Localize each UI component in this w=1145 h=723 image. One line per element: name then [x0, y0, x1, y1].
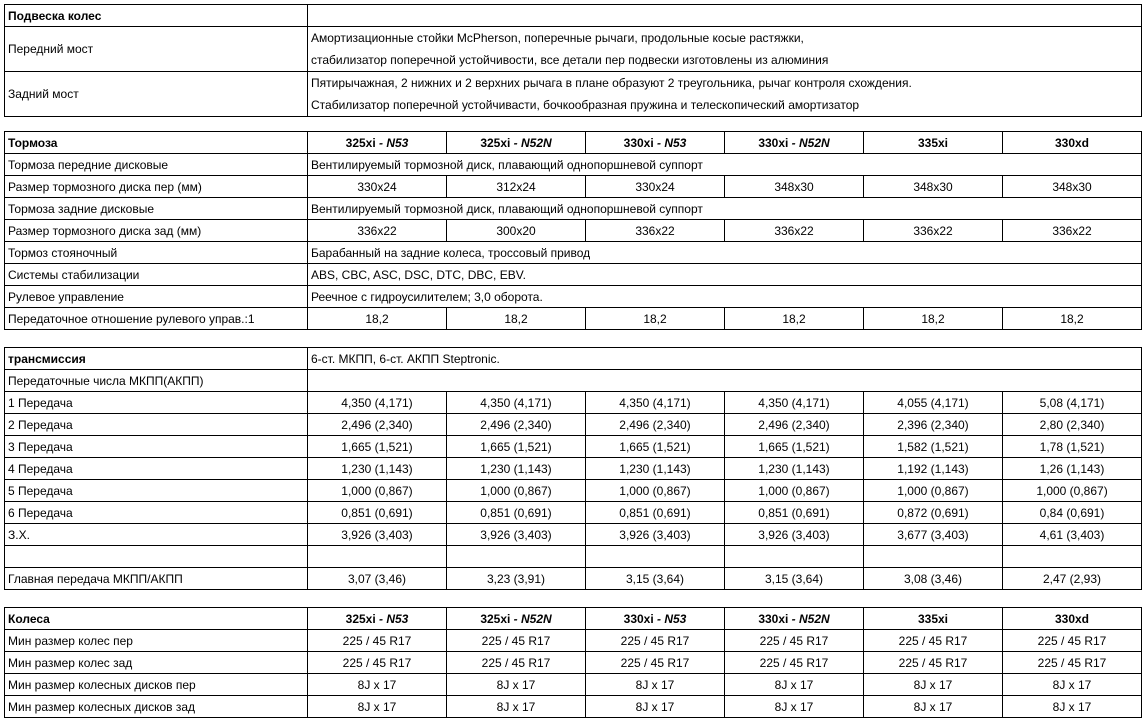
model-name: 335xi	[917, 611, 949, 626]
row-description: Реечное с гидроусилителем; 3,0 оборота.	[308, 286, 1142, 308]
value-cell: 348x30	[1003, 176, 1142, 198]
row-label: Размер тормозного диска пер (мм)	[5, 176, 308, 198]
model-name: 325xi	[345, 135, 376, 150]
transmission-header-row	[5, 348, 1142, 370]
row-label: Главная передача МКПП/АКПП	[5, 568, 308, 590]
table-row	[5, 220, 1142, 242]
model-name: 325xi	[480, 611, 511, 626]
value-cell: 225 / 45 R17	[308, 630, 447, 652]
row-label: Мин размер колес зад	[5, 652, 308, 674]
section-title: Тормоза	[5, 132, 308, 154]
value-cell: 2,496 (2,340)	[308, 414, 447, 436]
value-cell: 348x30	[864, 176, 1003, 198]
value-cell: 3,926 (3,403)	[725, 524, 864, 546]
row-label: 1 Передача	[5, 392, 308, 414]
value-cell: 4,350 (4,171)	[308, 392, 447, 414]
value-cell: 225 / 45 R17	[725, 652, 864, 674]
row-label: 5 Передача	[5, 480, 308, 502]
wheels-header-row	[5, 608, 1142, 630]
table-row	[5, 286, 1142, 308]
value-cell: 225 / 45 R17	[586, 652, 725, 674]
blank-cell	[5, 546, 308, 568]
row-description: Вентилируемый тормозной диск, плавающий однопоршневой суппорт	[308, 198, 1142, 220]
value-cell: 4,61 (3,403)	[1003, 524, 1142, 546]
value-cell: 1,665 (1,521)	[447, 436, 586, 458]
row-label: 3 Передача	[5, 436, 308, 458]
value-cell: 1,230 (1,143)	[308, 458, 447, 480]
value-cell: 2,396 (2,340)	[864, 414, 1003, 436]
value-cell: 2,496 (2,340)	[447, 414, 586, 436]
value-cell: 0,851 (0,691)	[725, 502, 864, 524]
table-row	[5, 568, 1142, 590]
value-cell: 3,23 (3,91)	[447, 568, 586, 590]
row-description: Вентилируемый тормозной диск, плавающий однопоршневой суппорт	[308, 154, 1142, 176]
value-cell: 1,000 (0,867)	[725, 480, 864, 502]
value-cell: 1,230 (1,143)	[725, 458, 864, 480]
value-cell: 0,851 (0,691)	[447, 502, 586, 524]
suspension-header-blank	[308, 5, 1142, 27]
table-row	[5, 524, 1142, 546]
value-cell: 8J x 17	[308, 696, 447, 718]
blank-cell	[308, 546, 447, 568]
value-cell: 3,08 (3,46)	[864, 568, 1003, 590]
row-label: Тормоза передние дисковые	[5, 154, 308, 176]
value-cell: 225 / 45 R17	[1003, 630, 1142, 652]
table-row	[5, 176, 1142, 198]
spacer-row	[5, 546, 1142, 568]
value-cell: 3,926 (3,403)	[308, 524, 447, 546]
table-row	[5, 72, 1142, 117]
row-label: Тормоз стояночный	[5, 242, 308, 264]
table-row	[5, 154, 1142, 176]
model-name: 335xi	[917, 135, 949, 150]
value-cell: 8J x 17	[308, 674, 447, 696]
model-header	[308, 132, 447, 154]
blank-cell	[308, 370, 1142, 392]
model-header	[447, 608, 586, 630]
table-row	[5, 674, 1142, 696]
value-cell: 0,851 (0,691)	[308, 502, 447, 524]
value-cell: 1,230 (1,143)	[447, 458, 586, 480]
section-title: Колеса	[5, 608, 308, 630]
transmission-table	[4, 347, 1142, 590]
value-cell: 0,872 (0,691)	[864, 502, 1003, 524]
description-line: Стабилизатор поперечной устойчивасти, бочкообразная пружина и телескопический амортизатор	[311, 98, 860, 112]
value-cell: 8J x 17	[725, 696, 864, 718]
value-cell: 8J x 17	[725, 674, 864, 696]
description-line: Пятирычажная, 2 нижних и 2 верхних рычага в плане образуют 2 треугольника, рычаг контроля схождения.	[311, 76, 912, 90]
model-header	[586, 132, 725, 154]
row-label: Мин размер колесных дисков зад	[5, 696, 308, 718]
wheels-table	[4, 607, 1142, 718]
engine-code: - N53	[375, 135, 409, 150]
model-header	[1003, 608, 1142, 630]
model-header	[586, 608, 725, 630]
model-header	[725, 132, 864, 154]
brakes-section	[4, 131, 1141, 330]
value-cell: 4,350 (4,171)	[725, 392, 864, 414]
engine-code: - N53	[653, 135, 687, 150]
table-row	[5, 308, 1142, 330]
row-label: 4 Передача	[5, 458, 308, 480]
value-cell: 3,15 (3,64)	[586, 568, 725, 590]
gear-ratios-subheader-row	[5, 370, 1142, 392]
value-cell: 1,665 (1,521)	[586, 436, 725, 458]
model-header	[864, 608, 1003, 630]
value-cell: 3,15 (3,64)	[725, 568, 864, 590]
wheels-section	[4, 607, 1141, 718]
value-cell: 18,2	[864, 308, 1003, 330]
value-cell: 1,582 (1,521)	[864, 436, 1003, 458]
value-cell: 4,350 (4,171)	[447, 392, 586, 414]
suspension-header-row	[5, 5, 1142, 27]
row-label: Задний мост	[5, 72, 308, 117]
gear-ratios-subheader: Передаточные числа МКПП(АКПП)	[5, 370, 308, 392]
value-cell: 1,230 (1,143)	[586, 458, 725, 480]
suspension-section	[4, 4, 1141, 117]
value-cell: 4,350 (4,171)	[586, 392, 725, 414]
value-cell: 3,677 (3,403)	[864, 524, 1003, 546]
table-row	[5, 480, 1142, 502]
table-row	[5, 630, 1142, 652]
value-cell: 8J x 17	[586, 696, 725, 718]
model-name: 325xi	[345, 611, 376, 626]
table-row	[5, 414, 1142, 436]
value-cell: 5,08 (4,171)	[1003, 392, 1142, 414]
value-cell: 18,2	[586, 308, 725, 330]
transmission-summary: 6-ст. МКПП, 6-ст. АКПП Steptronic.	[308, 348, 1142, 370]
model-name: 330xi	[758, 611, 789, 626]
row-label: Системы стабилизации	[5, 264, 308, 286]
model-name: 330xd	[1054, 611, 1090, 626]
value-cell: 18,2	[308, 308, 447, 330]
value-cell: 1,000 (0,867)	[864, 480, 1003, 502]
engine-code: - N52N	[510, 135, 552, 150]
value-cell: 1,665 (1,521)	[308, 436, 447, 458]
engine-code: - N53	[653, 611, 687, 626]
value-cell: 2,47 (2,93)	[1003, 568, 1142, 590]
value-cell: 8J x 17	[1003, 674, 1142, 696]
value-cell: 225 / 45 R17	[308, 652, 447, 674]
value-cell: 336x22	[725, 220, 864, 242]
value-cell: 1,26 (1,143)	[1003, 458, 1142, 480]
section-title: трансмиссия	[5, 348, 308, 370]
row-label: Мин размер колесных дисков пер	[5, 674, 308, 696]
model-name: 330xi	[623, 611, 654, 626]
description-line: стабилизатор поперечной устойчивости, все детали пер подвески изготовлены из алюминия	[311, 53, 829, 67]
row-label: Тормоза задние дисковые	[5, 198, 308, 220]
model-header	[725, 608, 864, 630]
value-cell: 225 / 45 R17	[1003, 652, 1142, 674]
table-row	[5, 652, 1142, 674]
value-cell: 336x22	[308, 220, 447, 242]
value-cell: 0,851 (0,691)	[586, 502, 725, 524]
value-cell: 300x20	[447, 220, 586, 242]
engine-code: - N53	[375, 611, 409, 626]
table-row	[5, 242, 1142, 264]
row-label: Размер тормозного диска зад (мм)	[5, 220, 308, 242]
value-cell: 3,07 (3,46)	[308, 568, 447, 590]
model-name: 330xd	[1054, 135, 1090, 150]
row-label: З.Х.	[5, 524, 308, 546]
model-header	[447, 132, 586, 154]
value-cell: 225 / 45 R17	[725, 630, 864, 652]
table-row	[5, 392, 1142, 414]
value-cell: 225 / 45 R17	[447, 652, 586, 674]
value-cell: 330x24	[586, 176, 725, 198]
engine-code: - N52N	[510, 611, 552, 626]
value-cell: 0,84 (0,691)	[1003, 502, 1142, 524]
engine-code: - N52N	[788, 135, 830, 150]
value-cell: 1,192 (1,143)	[864, 458, 1003, 480]
value-cell: 18,2	[725, 308, 864, 330]
row-description	[308, 27, 1142, 72]
value-cell: 1,000 (0,867)	[447, 480, 586, 502]
value-cell: 348x30	[725, 176, 864, 198]
value-cell: 1,000 (0,867)	[308, 480, 447, 502]
table-row	[5, 27, 1142, 72]
brakes-table	[4, 131, 1142, 330]
model-header	[1003, 132, 1142, 154]
table-row	[5, 458, 1142, 480]
value-cell: 225 / 45 R17	[864, 630, 1003, 652]
table-row	[5, 264, 1142, 286]
value-cell: 336x22	[864, 220, 1003, 242]
value-cell: 8J x 17	[1003, 696, 1142, 718]
value-cell: 330x24	[308, 176, 447, 198]
value-cell: 1,665 (1,521)	[725, 436, 864, 458]
value-cell: 8J x 17	[586, 674, 725, 696]
value-cell: 2,496 (2,340)	[725, 414, 864, 436]
value-cell: 2,496 (2,340)	[586, 414, 725, 436]
row-label: Мин размер колес пер	[5, 630, 308, 652]
value-cell: 8J x 17	[864, 674, 1003, 696]
value-cell: 312x24	[447, 176, 586, 198]
value-cell: 1,78 (1,521)	[1003, 436, 1142, 458]
description-line: Амортизационные стойки McPherson, поперечные рычаги, продольные косые растяжки,	[311, 31, 804, 45]
table-row	[5, 502, 1142, 524]
row-label: 6 Передача	[5, 502, 308, 524]
value-cell: 1,000 (0,867)	[1003, 480, 1142, 502]
model-name: 330xi	[758, 135, 789, 150]
row-description	[308, 72, 1142, 117]
brakes-header-row	[5, 132, 1142, 154]
model-name: 330xi	[623, 135, 654, 150]
value-cell: 3,926 (3,403)	[447, 524, 586, 546]
value-cell: 2,80 (2,340)	[1003, 414, 1142, 436]
blank-cell	[447, 546, 586, 568]
row-description: Барабанный на задние колеса, тросcовый привод	[308, 242, 1142, 264]
blank-cell	[1003, 546, 1142, 568]
engine-code: - N52N	[788, 611, 830, 626]
row-label: Рулевое управление	[5, 286, 308, 308]
value-cell: 336x22	[1003, 220, 1142, 242]
value-cell: 336x22	[586, 220, 725, 242]
value-cell: 4,055 (4,171)	[864, 392, 1003, 414]
value-cell: 225 / 45 R17	[447, 630, 586, 652]
blank-cell	[864, 546, 1003, 568]
value-cell: 1,000 (0,867)	[586, 480, 725, 502]
table-row	[5, 696, 1142, 718]
value-cell: 18,2	[447, 308, 586, 330]
model-header	[308, 608, 447, 630]
blank-cell	[586, 546, 725, 568]
model-name: 325xi	[480, 135, 511, 150]
value-cell: 8J x 17	[447, 696, 586, 718]
row-label: Передаточное отношение рулевого управ.:1	[5, 308, 308, 330]
value-cell: 18,2	[1003, 308, 1142, 330]
row-label: 2 Передача	[5, 414, 308, 436]
transmission-section	[4, 347, 1141, 590]
value-cell: 225 / 45 R17	[864, 652, 1003, 674]
suspension-table	[4, 4, 1142, 117]
value-cell: 8J x 17	[864, 696, 1003, 718]
value-cell: 225 / 45 R17	[586, 630, 725, 652]
value-cell: 8J x 17	[447, 674, 586, 696]
row-label: Передний мост	[5, 27, 308, 72]
blank-cell	[725, 546, 864, 568]
value-cell: 3,926 (3,403)	[586, 524, 725, 546]
table-row	[5, 436, 1142, 458]
table-row	[5, 198, 1142, 220]
model-header	[864, 132, 1003, 154]
suspension-title: Подвеска колес	[5, 5, 308, 27]
row-description: ABS, CBC, ASC, DSC, DTC, DBC, EBV.	[308, 264, 1142, 286]
